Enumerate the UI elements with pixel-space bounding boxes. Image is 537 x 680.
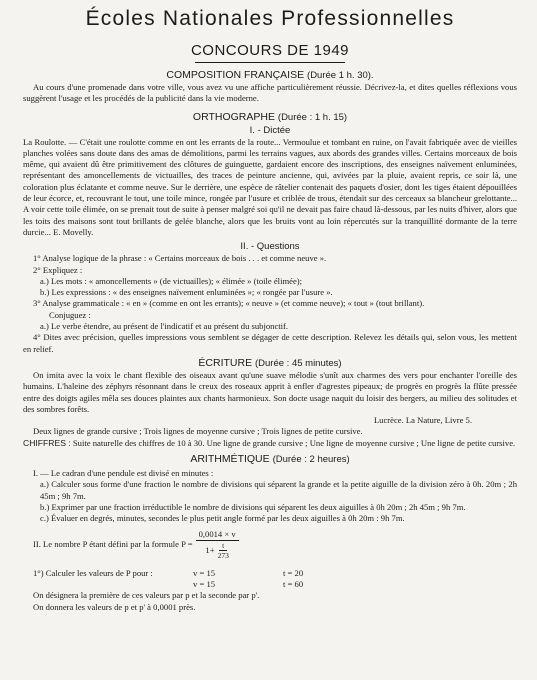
formula-numerator: 0,0014 × v bbox=[196, 529, 239, 541]
ecriture-lines: Deux lignes de grande cursive ; Trois lignes de moyenne cursive ; Trois lignes de petite cursive. bbox=[33, 426, 363, 437]
composition-text: Au cours d'une promenade dans votre ville, vous avez vu une affiche particulièrement réussie. Décrivez-la, et dites quelles réflexions vous suggèrent l'usage et les procédés de la publicité dans la vie moderne. bbox=[23, 82, 517, 104]
value-t2: t = 60 bbox=[283, 579, 304, 590]
value-t1: t = 20 bbox=[283, 567, 304, 578]
ecriture-duration: (Durée : 45 minutes) bbox=[255, 357, 342, 369]
ecriture-heading: ÉCRITURE (Durée : 45 minutes) bbox=[198, 356, 342, 369]
contest-title: CONCOURS DE 1949 bbox=[190, 42, 350, 59]
question-1: 1° Analyse logique de la phrase : « Certains morceaux de bois . . . et comme neuve ». bbox=[33, 253, 327, 264]
problem-1b: b.) Exprimer par une fraction irréductible le nombre de divisions qui séparent les deux aiguilles à 0h 20m ; 2h 45m ; 9h 7m. bbox=[40, 501, 466, 512]
formula-273: 273 bbox=[217, 550, 229, 560]
problem-1a: a.) Calculer sous forme d'une fraction le nombre de divisions qui séparent la grande et la petite aiguille de la division zéro à 0h. 20m ; 2h 45m ; 9h 7m. bbox=[40, 479, 517, 501]
formula-row bbox=[23, 529, 517, 560]
orthographe-duration: (Durée : 1 h. 15) bbox=[277, 111, 348, 123]
ecriture-source: Lucrèce. La Nature, Livre 5. bbox=[373, 415, 472, 426]
calc-label: 1°) Calculer les valeurs de P pour : bbox=[33, 567, 153, 578]
conjugate-label: Conjuguez : bbox=[49, 309, 91, 320]
ecriture-text: On imita avec la voix le chant flexible des oiseaux avant qu'une suave mélodie s'unît aux charmes des vers pour enchanter l'oreille des humains. L'haleine des zéphyrs résonnant dans le creux des roseaux apprit à enfler d'agrestes pipeaux; de progrès en progrès la flûte pressée entre des doigts agiles mêla ses douces plaintes aux chants harmonieux. Son docte usage naquit du loisir des bergers, au milieu des solitudes et des sombres forêts. bbox=[23, 369, 517, 414]
title-underline bbox=[195, 62, 345, 63]
value-v2: v = 15 bbox=[193, 579, 216, 590]
conjugate-a: a.) Le verbe étendre, au présent de l'indicatif et au présent du subjonctif. bbox=[40, 321, 289, 332]
donnera-text: On donnera les valeurs de p et p' à 0,0001 près. bbox=[33, 601, 196, 612]
problem-1c: c.) Évaluer en degrés, minutes, secondes le plus petit angle formé par les deux aiguilles à 0h 20m : 9h 7m. bbox=[40, 513, 405, 524]
formula-denominator: 1+ $\frac{t}{273}$ bbox=[205, 540, 229, 560]
chiffres-label: CHIFFRES : bbox=[23, 437, 71, 448]
question-4: 4° Dites avec précision, quelles impressions vous semblent se dégager de cette description. Relevez les détails qui, selon vous, les mettent en relief. bbox=[23, 332, 517, 354]
dictee-text: La Roulotte. — C'était une roulotte comme en ont les errants de la route... Vermoulue et tombant en ruine, on l'avait fabriquée avec de vieilles planches volées sans doute dans des amas de démolitions, parmi les terrains vagues, aux abords des grandes villes. Certains morceaux de bois même, qui avaient dû être primitivement des clôtures de guinguette, gardaient encore des inscriptions, des enseignes naïvement enluminées, représentant des amoncellements de victuailles, des traces de peinture ancienne, qui, avivées par la pluie, avaient repris, ce soir là, une coloration plus éclatante et comme neuve. Sur le derrière, une espèce de râtelier contenait des paquets d'osier, dont les tiges étaient dépouillées de leur écorce, et, recouvrant le tout, une toile mince, rongée par l'usure et criblée de trous, étendait sur des cerceaux sa blancheur grelottante... A voir cette toile élimée, on se prenait tout de suite à penser malgré soi qu'il ne devait pas faire chaud là-dessous, par les nuits d'hiver, alors que les toits des maisons sont tout brillants de gelée blanche, alors que les bruits vont au loin répercutés sur la tranquillité dormante de la terre durcie... E. Movelly. bbox=[23, 136, 517, 237]
chiffres-text: Suite naturelle des chiffres de 10 à 30. Une ligne de grande cursive ; Une ligne de moyenne cursive ; Une ligne de petite cursive. bbox=[72, 437, 516, 448]
formula-fraction bbox=[196, 529, 239, 560]
arithmetique-heading: ARITHMÉTIQUE (Durée : 2 heures) bbox=[190, 453, 350, 466]
problem-2-text: II. Le nombre P étant défini par la formule P = bbox=[33, 538, 193, 549]
calc-values bbox=[23, 568, 517, 591]
orthographe-heading: ORTHOGRAPHE (Durée : 1 h. 15) bbox=[192, 110, 348, 123]
question-2: 2° Expliquez : bbox=[33, 264, 83, 275]
question-2b: b.) Les expressions : « des enseignes naïvement enluminées »; « rongée par l'usure ». bbox=[40, 287, 333, 298]
question-2a: a.) Les mots : « amoncellements » (de victuailles); « élimée » (toile élimée); bbox=[40, 275, 303, 286]
problem-1: I. — Le cadran d'une pendule est divisé en minutes : bbox=[33, 468, 214, 479]
composition-heading: COMPOSITION FRANÇAISE (Durée 1 h. 30). bbox=[166, 69, 374, 81]
formula-t: t bbox=[219, 541, 227, 551]
questions-heading: II. - Questions bbox=[240, 241, 300, 253]
value-v1: v = 15 bbox=[193, 567, 216, 578]
dictee-heading: I. - Dictée bbox=[249, 124, 291, 136]
designera-text: On désignera la première de ces valeurs par p et la seconde par p'. bbox=[33, 590, 260, 601]
question-3: 3° Analyse grammaticale : « en » (comme en ont les errants); « neuve » (et comme neuve); « tout » (tout brillant). bbox=[33, 298, 425, 309]
page-title: Écoles Nationales Professionnelles bbox=[85, 7, 455, 30]
arithmetique-duration: (Durée : 2 heures) bbox=[272, 454, 350, 466]
composition-duration: (Durée 1 h. 30). bbox=[307, 70, 374, 81]
